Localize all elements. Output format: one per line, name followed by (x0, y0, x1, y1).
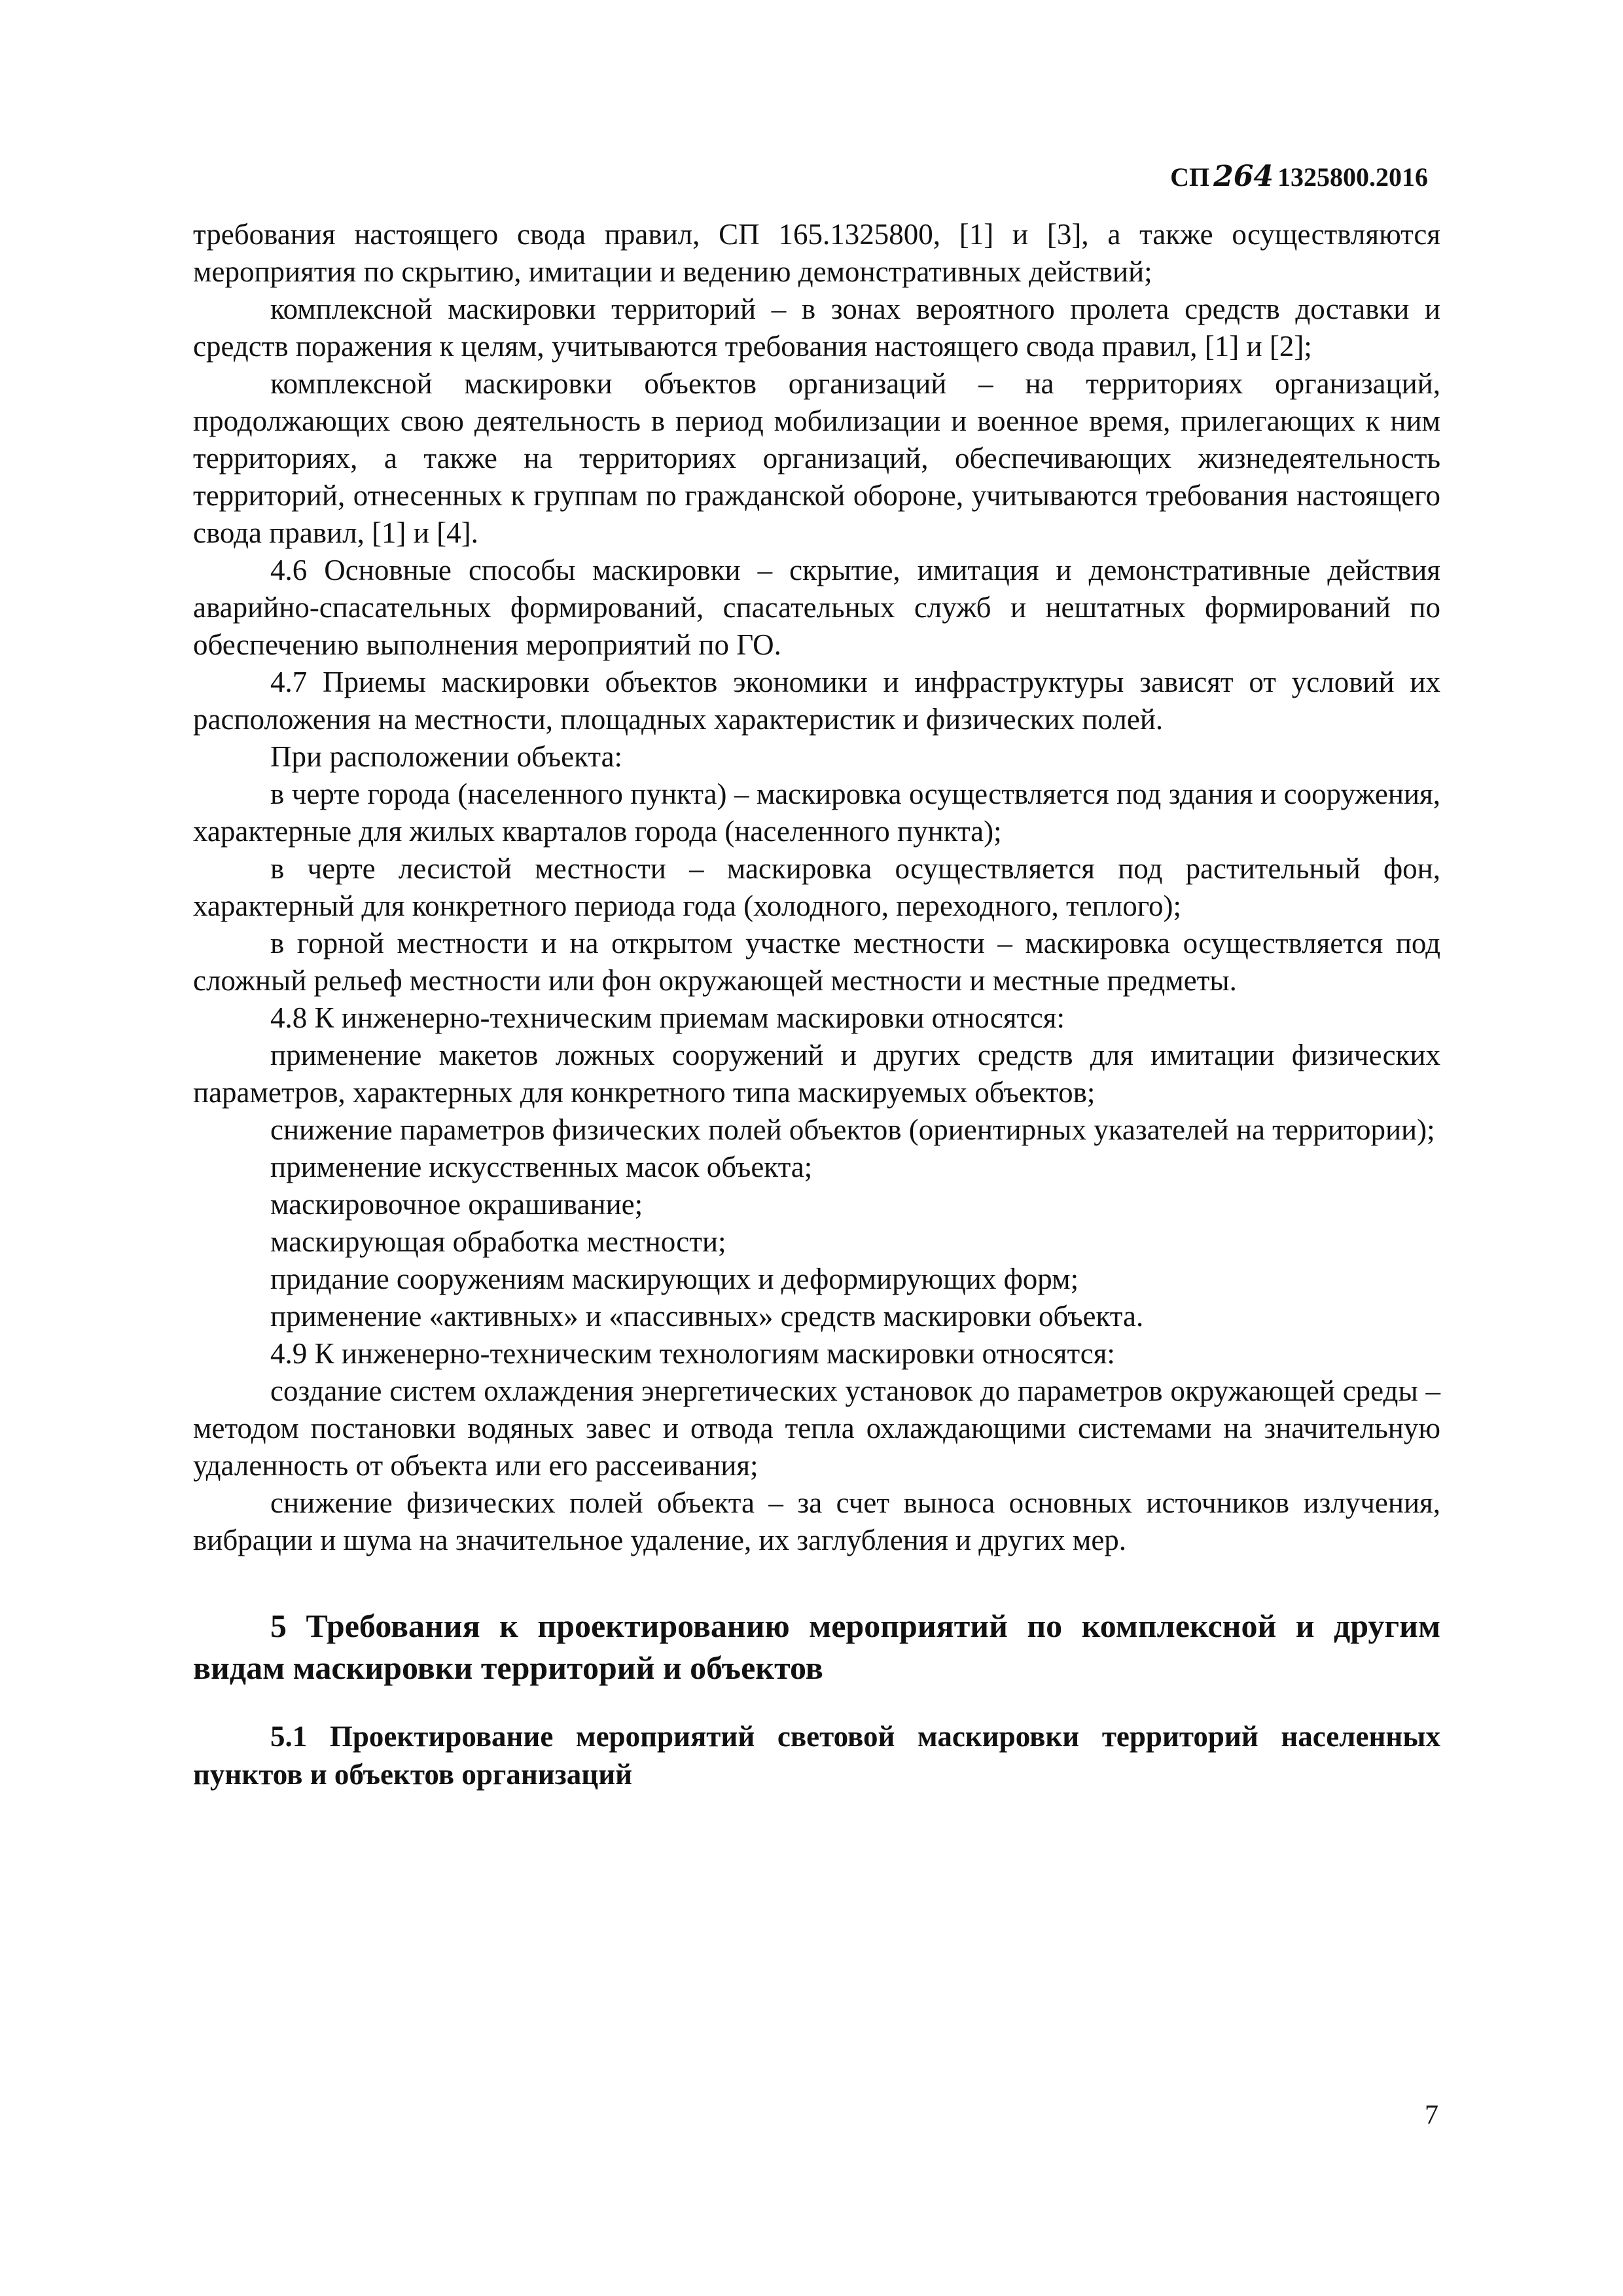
code-prefix: СП (1170, 162, 1210, 192)
page-body (193, 216, 1440, 1793)
paragraph: в черте лесистой местности – маскировка осуществляется под растительный фон, характерный для конкретного периода года (холодного, переходного, теплого); (193, 852, 1440, 922)
list-item: маскирующая обработка местности; (270, 1225, 726, 1258)
list-item: снижение параметров физических полей объектов (ориентирных указателей на территории); (270, 1113, 1435, 1146)
paragraph-4-9: 4.9 К инженерно-техническим технологиям маскировки относятся: (270, 1337, 1115, 1370)
list-item: применение «активных» и «пассивных» средств маскировки объекта. (270, 1300, 1144, 1333)
paragraph-4-7: 4.7 Приемы маскировки объектов экономики и инфраструктуры зависят от условий их расположения на местности, площадных характеристик и физических полей. (193, 666, 1440, 736)
list-item: применение макетов ложных сооружений и других средств для имитации физических параметров, характерных для конкретного типа маскируемых объектов; (193, 1039, 1440, 1109)
paragraph: требования настоящего свода правил, СП 165.1325800, [1] и [3], а также осуществляются мероприятия по скрытию, имитации и ведению демонстративных действий; (193, 218, 1440, 288)
section-heading: 5 Требования к проектированию мероприятий по комплексной и другим видам маскировки территорий и объектов (193, 1607, 1440, 1686)
paragraph: в горной местности и на открытом участке местности – маскировка осуществляется под сложный рельеф местности или фон окружающей местности и местные предметы. (193, 927, 1440, 997)
list-item: придание сооружениям маскирующих и деформирующих форм; (270, 1263, 1079, 1295)
paragraph-4-6: 4.6 Основные способы маскировки – скрытие, имитация и демонстративные действия аварийно-спасательных формирований, спасательных служб и нештатных формирований по обеспечению выполнения мероприятий по ГО. (193, 554, 1440, 661)
list-item: создание систем охлаждения энергетических установок до параметров окружающей среды – методом постановки водяных завес и отвода тепла охлаждающими системами на значительную удаленность от объекта или его рассеивания; (193, 1374, 1440, 1482)
paragraph: комплексной маскировки объектов организаций – на территориях организаций, продолжающих свою деятельность в период мобилизации и военное время, прилегающих к ним территориях, а также на территориях организаций, обеспечивающих жизнедеятельность территорий, отнесенных к группам по гражданской обороне, учитываются требования настоящего свода правил, [1] и [4]. (193, 367, 1440, 549)
paragraph-4-8: 4.8 К инженерно-техническим приемам маскировки относятся: (270, 1001, 1065, 1034)
subsection-heading: 5.1 Проектирование мероприятий световой маскировки территорий населенных пунктов и объектов организаций (193, 1720, 1440, 1791)
list-item: применение искусственных масок объекта; (270, 1151, 813, 1183)
list-item: маскировочное окрашивание; (270, 1188, 643, 1221)
paragraph: При расположении объекта: (270, 740, 623, 773)
handwritten-number: 264 (1213, 160, 1274, 193)
code-suffix: 1325800.2016 (1277, 162, 1428, 192)
paragraph: комплексной маскировки территорий – в зонах вероятного пролета средств доставки и средств поражения к целям, учитываются требования настоящего свода правил, [1] и [2]; (193, 293, 1440, 363)
document-code-header (1170, 160, 1428, 193)
list-item: снижение физических полей объекта – за счет выноса основных источников излучения, вибрации и шума на значительное удаление, их заглубления и других мер. (193, 1486, 1440, 1556)
page-number: 7 (1425, 2100, 1438, 2130)
paragraph: в черте города (населенного пункта) – маскировка осуществляется под здания и сооружения, характерные для жилых кварталов города (населенного пункта); (193, 778, 1440, 848)
